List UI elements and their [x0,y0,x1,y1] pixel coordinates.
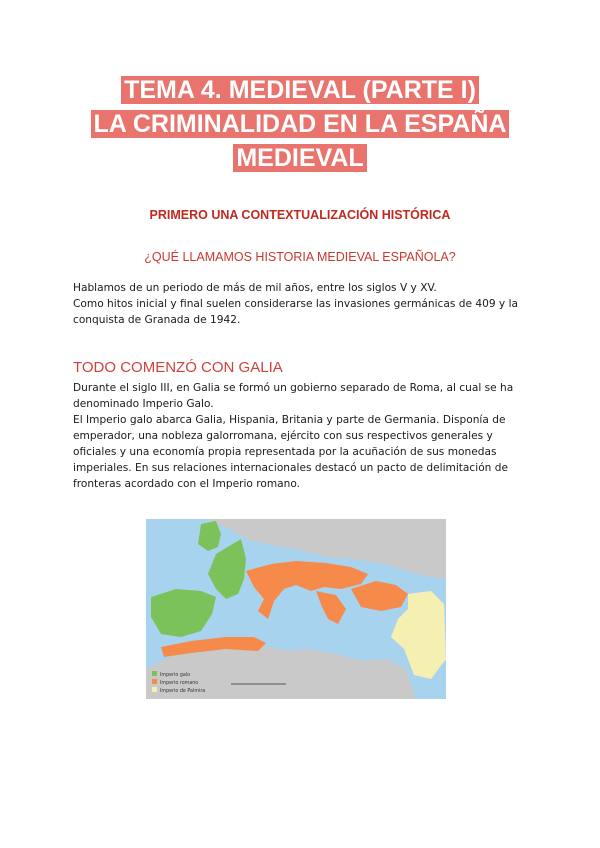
legend-label-gallic: Imperio galo [160,673,191,678]
legend-swatch-palmyrene [152,687,157,692]
title-line-2: LA CRIMINALIDAD EN LA ESPAÑA [91,110,510,138]
intro-paragraph [73,280,533,328]
section-paragraph [73,380,533,492]
subheading-question: ¿QUÉ LLAMAMOS HISTORIA MEDIEVAL ESPAÑOLA? [144,250,456,264]
intro-text-1: Hablamos de un periodo de más de mil años, entre los siglos V y XV. [73,282,437,294]
legend-label-palmyrene: Imperio de Palmira [160,689,206,694]
legend-label-roman: Imperio romano [160,681,199,686]
legend-swatch-gallic [152,671,157,676]
title-line-1: TEMA 4. MEDIEVAL (PARTE I) [121,76,479,104]
page-title [0,74,600,176]
legend-swatch-roman [152,679,157,684]
section-heading: TODO COMENZÓ CON GALIA [73,359,283,376]
section-text-1: Durante el siglo III, en Galia se formó un gobierno separado de Roma, al cual se ha denominado Imperio Galo. [73,382,514,410]
title-line-3: MEDIEVAL [233,144,366,172]
subheading-context: PRIMERO UNA CONTEXTUALIZACIÓN HISTÓRICA [149,208,451,222]
empire-map [146,519,446,699]
intro-text-2: Como hitos inicial y final suelen considerarse las invasiones germánicas de 409 y la conquista de Granada de 1942. [73,298,519,326]
section-text-2: El Imperio galo abarca Galia, Hispania, Britania y parte de Germania. Disponía de emperador, una nobleza galorromana, ejército con sus respectivos generales y oficiales y una economía propia representada por la acuñación de sus monedas imperiales. En sus relaciones internacionales destacó un pacto de delimitación de fronteras acordado con el Imperio romano. [73,414,508,490]
